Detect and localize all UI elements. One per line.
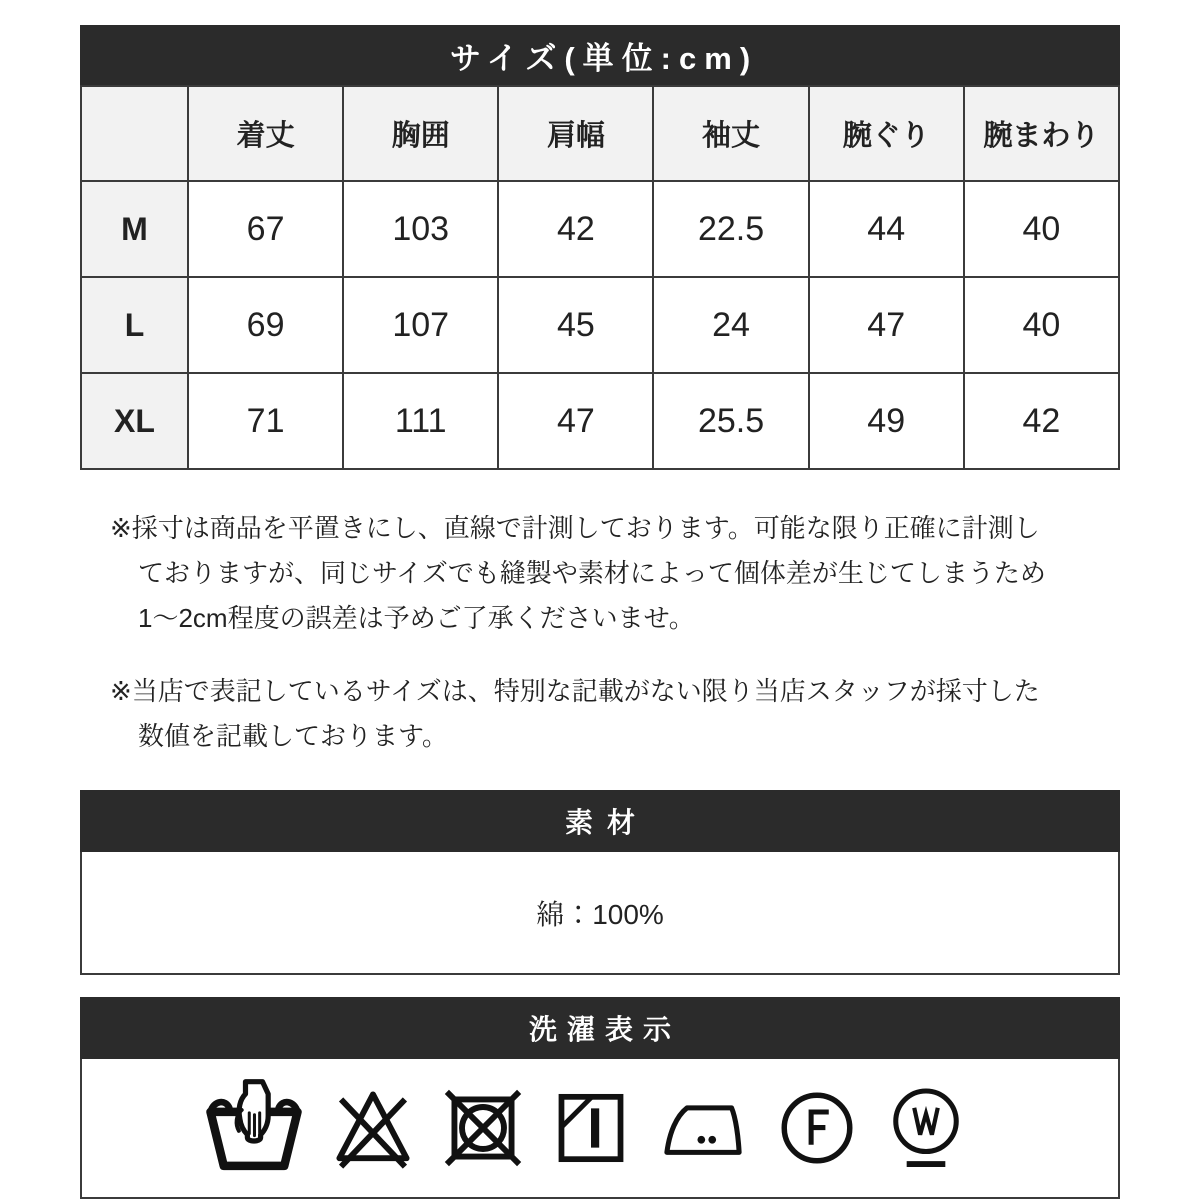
col-header-armhole: 腕ぐり xyxy=(809,86,964,181)
cell-xl-arm-circ: 42 xyxy=(964,373,1119,469)
cell-xl-shoulder: 47 xyxy=(498,373,653,469)
cell-l-armhole: 47 xyxy=(809,277,964,373)
col-header-sleeve: 袖丈 xyxy=(653,86,808,181)
line-dry-in-shade-icon xyxy=(550,1086,632,1170)
material-title: 素材 xyxy=(564,807,649,838)
table-row-l xyxy=(81,277,1119,373)
size-label-l: L xyxy=(81,277,188,373)
cell-m-chest: 103 xyxy=(343,181,498,277)
measurement-notes xyxy=(110,506,1120,759)
material-section xyxy=(80,790,1120,975)
corner-cell xyxy=(81,86,188,181)
cell-xl-armhole: 49 xyxy=(809,373,964,469)
size-label-xl: XL xyxy=(81,373,188,469)
size-table-title: サイズ(単位:cm) xyxy=(449,40,759,76)
do-not-bleach-icon xyxy=(331,1086,415,1170)
laundry-title: 洗濯表示 xyxy=(528,1014,681,1045)
size-table xyxy=(80,85,1120,470)
material-content-box xyxy=(80,852,1120,975)
note-line: ※当店で表記しているサイズは、特別な記載がない限り当店スタッフが採寸した xyxy=(110,676,1040,706)
col-header-chest: 胸囲 xyxy=(343,86,498,181)
cell-m-shoulder: 42 xyxy=(498,181,653,277)
cell-xl-chest: 111 xyxy=(343,373,498,469)
do-not-tumble-dry-icon xyxy=(441,1086,525,1170)
size-label-m: M xyxy=(81,181,188,277)
note-staff-measured xyxy=(110,669,1120,759)
col-header-arm-circ: 腕まわり xyxy=(964,86,1119,181)
material-title-bar xyxy=(80,790,1120,852)
cell-xl-length: 71 xyxy=(188,373,343,469)
size-table-section xyxy=(80,25,1120,470)
cell-l-shoulder: 45 xyxy=(498,277,653,373)
col-header-shoulder: 肩幅 xyxy=(498,86,653,181)
laundry-section xyxy=(80,997,1120,1199)
size-table-header-row xyxy=(81,86,1119,181)
note-line: ておりますが、同じサイズでも縫製や素材によって個体差が生じてしまうため xyxy=(138,558,1046,588)
cell-m-sleeve: 22.5 xyxy=(653,181,808,277)
note-line: 数値を記載しております。 xyxy=(138,721,448,751)
cell-l-arm-circ: 40 xyxy=(964,277,1119,373)
note-line: 1～2cm程度の誤差は予めご了承くださいませ。 xyxy=(138,603,695,633)
table-row-m xyxy=(81,181,1119,277)
cell-l-chest: 107 xyxy=(343,277,498,373)
col-header-length: 着丈 xyxy=(188,86,343,181)
iron-medium-heat-icon xyxy=(657,1086,749,1170)
size-table-title-bar xyxy=(80,25,1120,85)
note-line: ※採寸は商品を平置きにし、直線で計測しております。可能な限り正確に計測し xyxy=(110,513,1040,543)
laundry-icons-row xyxy=(80,1059,1120,1199)
laundry-title-bar xyxy=(80,997,1120,1059)
cell-m-arm-circ: 40 xyxy=(964,181,1119,277)
cell-m-armhole: 44 xyxy=(809,181,964,277)
material-value: 綿：100% xyxy=(536,898,664,930)
hand-wash-icon xyxy=(202,1079,306,1177)
dry-clean-petroleum-f-icon xyxy=(775,1086,859,1170)
note-measurement-method xyxy=(110,506,1120,641)
cell-l-length: 69 xyxy=(188,277,343,373)
table-row-xl xyxy=(81,373,1119,469)
cell-l-sleeve: 24 xyxy=(653,277,808,373)
cell-m-length: 67 xyxy=(188,181,343,277)
wet-clean-gentle-w-icon xyxy=(884,1083,968,1173)
cell-xl-sleeve: 25.5 xyxy=(653,373,808,469)
